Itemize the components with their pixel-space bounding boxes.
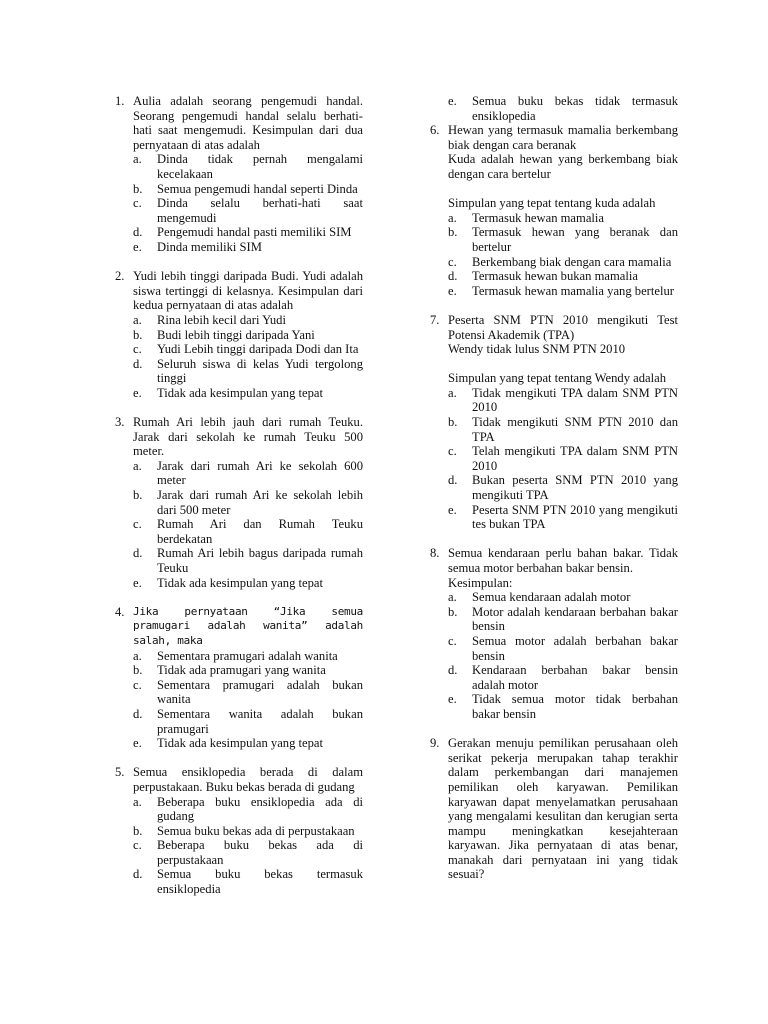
option-letter: c. [448,633,457,648]
option-text: Semua pengemudi handal seperti Dinda [157,181,358,196]
option-c [133,196,363,225]
premise-2: Wendy tidak lulus SNM PTN 2010 [448,342,626,357]
option-letter: b. [448,415,458,430]
question-6 [430,123,678,298]
option-b [448,225,678,254]
option-e [448,284,678,299]
option-text: Tidak ada kesimpulan yang tepat [157,575,324,590]
question-5-continued [430,94,678,123]
question-prompt: Kesimpulan: [448,575,513,590]
option-letter: b. [133,488,143,503]
option-b [448,415,678,444]
option-a [133,649,363,664]
question-3 [115,415,363,590]
option-text: Beberapa buku bekas ada di perpustakaan [157,838,363,867]
option-letter: e. [133,575,142,590]
option-text: Rumah Ari dan Rumah Teuku berdekatan [157,517,363,546]
left-column [115,94,363,897]
option-text: Sementara pramugari adalah bukan wanita [157,677,363,707]
option-letter: b. [448,225,458,240]
option-letter: a. [133,152,142,167]
option-c [133,678,363,707]
option-c [133,517,363,546]
option-a [448,590,678,605]
option-text: Dinda memiliki SIM [157,239,262,254]
question-text: Aulia adalah seorang pengemudi handal. Seorang pengemudi handal selalu berhati-hati saat mengemudi. Kesimpulan dari dua pernyataan di atas adalah [133,94,363,152]
option-letter: c. [133,342,142,357]
option-letter: b. [133,663,143,678]
option-text: Yudi Lebih tinggi daripada Dodi dan Ita [157,342,359,357]
option-text: Rumah Ari lebih bagus daripada rumah Teuku [157,546,363,575]
question-text: Gerakan menuju pemilikan perusahaan oleh serikat pekerja merupakan tahap terakhir dalam perkembangan dari manajemen pemilikan oleh karyawan. Pemilikan karyawan dapat menyelamatkan perusahaan yang mengalami kesulitan dan kerugian serta mampu meningkatkan kesejahteraan karyawan. Jika pernyataan di atas benar, manakah dari pernyataan ini yang tidak sesuai? [448,736,678,882]
option-letter: c. [448,444,457,459]
option-d [133,357,363,386]
option-text: Semua buku bekas termasuk ensiklopedia [157,867,363,897]
option-letter: a. [448,210,457,225]
option-letter: b. [448,604,458,619]
option-letter: c. [133,677,142,692]
question-number: 7. [430,312,440,327]
option-text: Jarak dari rumah Ari ke sekolah lebih dari 500 meter [157,488,363,517]
option-a [133,313,363,328]
question-5 [115,765,363,896]
option-a [448,386,678,415]
question-number: 2. [115,269,125,284]
option-letter: b. [133,181,143,196]
option-text: Termasuk hewan mamalia yang bertelur [472,283,674,298]
option-letter: d. [448,473,458,488]
option-letter: a. [448,590,457,605]
option-d [448,663,678,692]
option-letter: e. [448,692,457,707]
option-text: Budi lebih tinggi daripada Yani [157,327,315,342]
option-letter: a. [448,385,457,400]
premise-2: Kuda adalah hewan yang berkembang biak dengan cara bertelur [448,152,678,181]
question-text: Jika pernyataan “Jika semua pramugari adalah wanita” adalah salah, maka [133,604,363,647]
option-d [133,225,363,240]
option-letter: a. [133,312,142,327]
right-column [430,94,678,882]
option-text: Dinda selalu berhati-hati saat mengemudi [157,196,363,225]
question-7 [430,313,678,532]
option-b [133,328,363,343]
option-letter: c. [133,517,142,532]
question-number: 5. [115,765,125,780]
option-e [448,692,678,721]
option-letter: e. [448,502,457,517]
option-text: Peserta SNM PTN 2010 yang mengikuti tes bukan TPA [472,502,678,532]
question-prompt: Simpulan yang tepat tentang Wendy adalah [448,371,667,386]
option-text: Motor adalah kendaraan berbahan bakar bensin [472,604,678,634]
option-d [448,473,678,502]
option-letter: e. [448,94,457,108]
option-letter: b. [133,327,143,342]
option-letter: d. [133,706,143,721]
question-4 [115,605,363,751]
question-text: Semua ensiklopedia berada di dalam perpustakaan. Buku bekas berada di gudang [133,765,363,794]
option-text: Semua kendaraan adalah motor [472,590,631,605]
question-prompt: Simpulan yang tepat tentang kuda adalah [448,196,656,211]
option-b [133,488,363,517]
option-letter: c. [448,254,457,269]
option-letter: e. [133,736,142,751]
option-letter: d. [133,546,143,561]
option-letter: e. [133,239,142,254]
option-text: Berkembang biak dengan cara mamalia [472,254,672,269]
option-text: Sementara pramugari adalah wanita [157,648,338,663]
option-text: Tidak ada kesimpulan yang tepat [157,385,324,400]
option-text: Tidak ada kesimpulan yang tepat [157,736,324,751]
question-text: Yudi lebih tinggi daripada Budi. Yudi adalah siswa tertinggi di kelasnya. Kesimpulan dari kedua pernyataan di atas adalah [133,269,363,313]
option-text: Semua buku bekas ada di perpustakaan [157,823,355,838]
option-text: Termasuk hewan mamalia [472,210,605,225]
option-text: Tidak ada pramugari yang wanita [157,663,326,678]
question-1 [115,94,363,255]
option-d [133,546,363,575]
option-b [133,182,363,197]
option-text: Termasuk hewan bukan mamalia [472,269,638,284]
option-c [448,444,678,473]
option-text: Tidak mengikuti SNM PTN 2010 dan TPA [472,415,678,444]
option-text: Tidak mengikuti TPA dalam SNM PTN 2010 [472,385,678,415]
option-letter: d. [133,356,143,371]
option-letter: e. [133,385,142,400]
question-8 [430,546,678,721]
option-letter: a. [133,648,142,663]
option-c [133,838,363,867]
option-e [133,240,363,255]
option-c [448,634,678,663]
option-e [448,503,678,532]
option-text: Sementara wanita adalah bukan pramugari [157,706,363,736]
option-text: Dinda tidak pernah mengalami kecelakaan [157,152,363,181]
option-letter: d. [448,269,458,284]
option-text: Bukan peserta SNM PTN 2010 yang mengikuti TPA [472,473,678,503]
option-a [133,152,363,181]
option-letter: a. [133,458,142,473]
option-text: Semua buku bekas tidak termasuk ensiklopedia [472,94,678,123]
option-text: Kendaraan berbahan bakar bensin adalah motor [472,663,678,692]
option-text: Termasuk hewan yang beranak dan bertelur [472,225,678,254]
option-d [133,867,363,896]
option-d [133,707,363,736]
question-9 [430,736,678,882]
question-number: 9. [430,736,440,751]
question-number: 6. [430,123,440,138]
option-text: Tidak semua motor tidak berbahan bakar bensin [472,692,678,721]
option-letter: e. [448,283,457,298]
premise-1: Hewan yang termasuk mamalia berkembang biak dengan cara beranak [448,123,678,152]
option-text: Beberapa buku ensiklopedia ada di gudang [157,794,363,824]
question-number: 3. [115,415,125,430]
option-text: Seluruh siswa di kelas Yudi tergolong tinggi [157,356,363,386]
option-letter: c. [133,196,142,211]
question-2 [115,269,363,400]
option-a [133,795,363,824]
option-text: Telah mengikuti TPA dalam SNM PTN 2010 [472,444,678,473]
option-e [133,576,363,591]
option-letter: d. [133,867,143,882]
question-number: 8. [430,546,440,561]
option-text: Rina lebih kecil dari Yudi [157,312,286,327]
option-letter: c. [133,838,142,853]
option-text: Pengemudi handal pasti memiliki SIM [157,225,352,240]
premise-1: Peserta SNM PTN 2010 mengikuti Test Potensi Akademik (TPA) [448,312,678,342]
option-e [133,736,363,751]
option-letter: d. [133,225,143,240]
option-d [448,269,678,284]
option-b [133,824,363,839]
option-letter: b. [133,823,143,838]
option-a [133,459,363,488]
option-b [448,605,678,634]
option-b [133,663,363,678]
option-letter: d. [448,663,458,678]
question-text: Rumah Ari lebih jauh dari rumah Teuku. Jarak dari sekolah ke rumah Teuku 500 meter. [133,415,363,459]
option-text: Semua motor adalah berbahan bakar bensin [472,633,678,663]
option-text: Jarak dari rumah Ari ke sekolah 600 meter [157,458,363,488]
question-number: 1. [115,94,125,108]
option-e [448,94,678,123]
option-c [133,342,363,357]
option-c [448,255,678,270]
question-text: Semua kendaraan perlu bahan bakar. Tidak semua motor berbahan bakar bensin. [448,546,678,575]
option-a [448,211,678,226]
question-number: 4. [115,604,125,619]
option-letter: a. [133,794,142,809]
option-e [133,386,363,401]
